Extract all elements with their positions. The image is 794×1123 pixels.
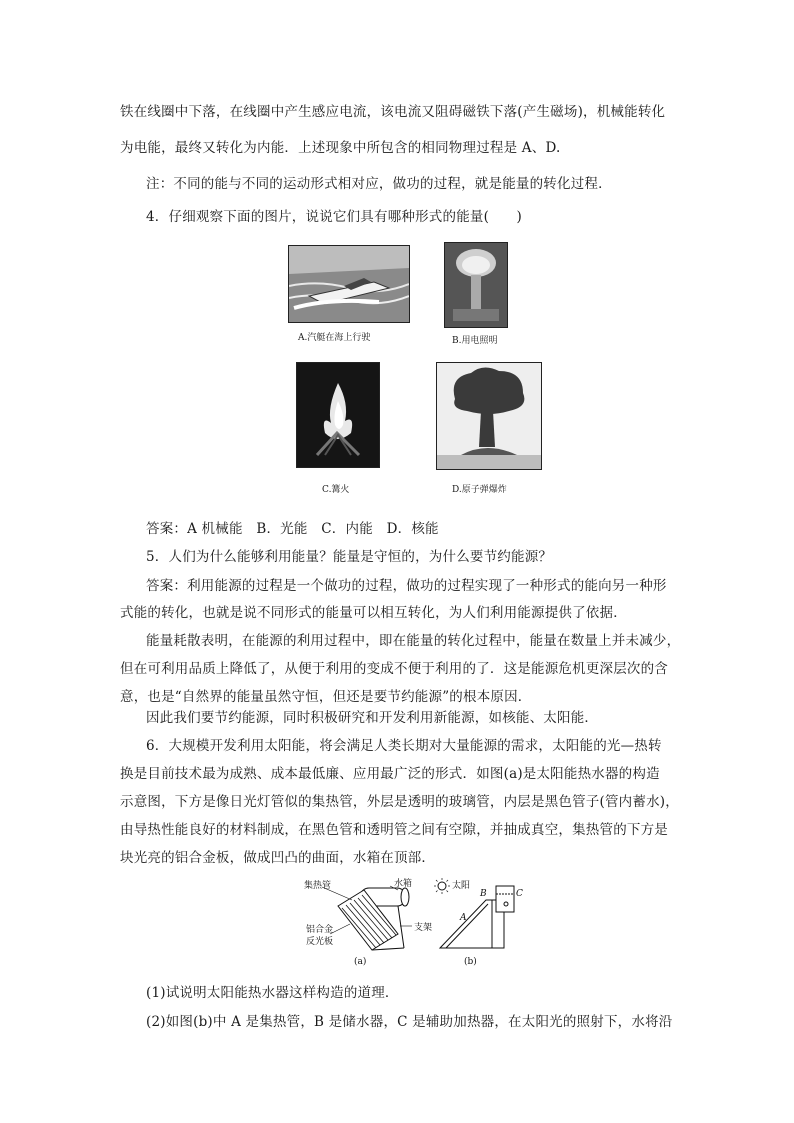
paragraph-line: 为电能，最终又转化为内能．上述现象中所包含的相同物理过程是 A、D. [120, 140, 561, 156]
speedboat-photo [288, 245, 410, 323]
label-c: C [516, 889, 523, 899]
answer-4: 答案：A 机械能 B．光能 C．内能 D．核能 [146, 521, 439, 537]
answer-5-line: 能量耗散表明，在能源的利用过程中，即在能量的转化过程中，能量在数量上并未减少， [146, 633, 681, 649]
label-sun: 太阳 [452, 881, 471, 891]
figure-b-caption: B.用电照明 [452, 336, 498, 346]
question-6-sub-2: (2)如图(b)中 A 是集热管，B 是储水器，C 是辅助加热器，在太阳光的照射下，水将沿 [146, 1014, 673, 1030]
note-line: 注：不同的能与不同的运动形式相对应，做功的过程，就是能量的转化过程． [146, 176, 612, 192]
question-6-line: 示意图，下方是像日光灯管似的集热管，外层是透明的玻璃管，内层是黑色管子(管内蓄水)， [120, 794, 679, 810]
figure-c-caption: C.篝火 [322, 485, 350, 495]
label-collector: 集热管 [304, 881, 332, 891]
question-4: 4．仔细观察下面的图片，说说它们具有哪种形式的能量( ) [146, 209, 522, 225]
diagram-a [304, 877, 432, 967]
mushroom-cloud-photo [436, 362, 542, 470]
label-tank: 水箱 [394, 879, 413, 889]
label-stand: 支架 [414, 923, 433, 933]
caption-b: (b) [464, 957, 477, 967]
label-a: A [460, 913, 467, 923]
question-6-line: 6．大规模开发利用太阳能，将会满足人类长期对大量能源的需求，太阳能的光—热转 [146, 738, 662, 754]
figure-d-caption: D.原子弹爆炸 [452, 485, 507, 495]
sun-icon [438, 882, 446, 890]
bonfire-photo [296, 362, 380, 468]
label-reflector: 反光板 [306, 937, 334, 947]
question-5: 5．人们为什么能够利用能量？能量是守恒的，为什么要节约能源？ [146, 549, 553, 565]
lighting-photo [444, 242, 508, 328]
figure-a-caption: A.汽艇在海上行驶 [298, 333, 371, 343]
caption-a: (a) [354, 957, 367, 967]
solar-heater-diagram [290, 876, 530, 968]
answer-5-line: 因此我们要节约能源，同时积极研究和开发利用新能源，如核能、太阳能． [146, 710, 599, 726]
question-6-line: 换是目前技术最为成熟、成本最低廉、应用最广泛的形式．如图(a)是太阳能热水器的构造 [120, 766, 660, 782]
paragraph-line: 铁在线圈中下落，在线圈中产生感应电流，该电流又阻碍磁铁下落(产生磁场)，机械能转化 [120, 104, 666, 120]
answer-5-line: 但在可利用品质上降低了，从便于利用的变成不便于利用的了．这是能源危机更深层次的含 [120, 661, 668, 677]
diagram-b [434, 878, 523, 967]
answer-5-line: 答案：利用能源的过程是一个做功的过程，做功的过程实现了一种形式的能向另一种形 [146, 578, 667, 594]
answer-5-line: 意，也是“自然界的能量虽然守恒，但还是要节约能源”的根本原因． [120, 689, 532, 705]
question-6-sub-1: (1)试说明太阳能热水器这样构造的道理． [146, 985, 399, 1001]
question-6-line: 由导热性能良好的材料制成，在黑色管和透明管之间有空隙，并抽成真空，集热管的下方是 [120, 822, 668, 838]
label-reflector: 铝合金 [306, 925, 334, 935]
label-b: B [480, 889, 487, 899]
answer-5-line: 式能的转化，也就是说不同形式的能量可以相互转化，为人们利用能源提供了依据． [120, 605, 627, 621]
question-6-line: 块光亮的铝合金板，做成凹凸的曲面，水箱在顶部． [120, 850, 436, 866]
